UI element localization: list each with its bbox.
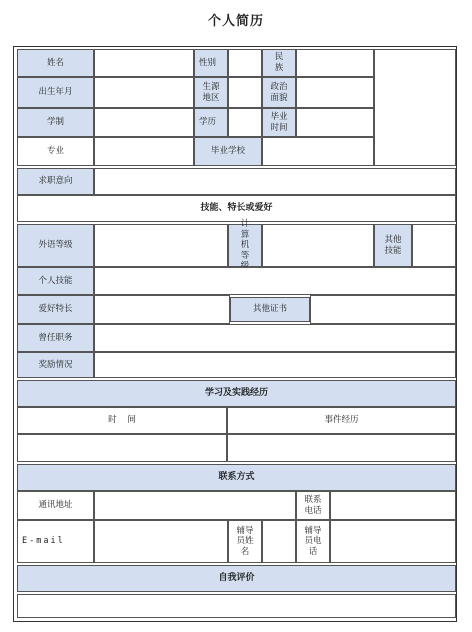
education-system-field[interactable]	[94, 108, 194, 137]
mentor-name-label-text: 辅导员姓名	[236, 525, 254, 557]
graduation-time-label	[262, 108, 296, 137]
page-title: 个人简历	[207, 14, 264, 29]
phone-label	[296, 491, 330, 520]
email-label: E-mail	[17, 520, 94, 563]
degree-label: 学历	[194, 108, 228, 137]
mentor-name-label	[228, 520, 262, 563]
mentor-phone-label-text: 辅导员电话	[304, 525, 322, 557]
job-intent-field[interactable]	[94, 168, 456, 195]
political-label-text: 政治面貌	[270, 81, 288, 103]
computer-level-label-text: 计算机等	[240, 218, 250, 261]
photo-box[interactable]	[374, 49, 456, 166]
self-eval-field[interactable]	[17, 594, 456, 618]
mentor-phone-field[interactable]	[330, 520, 456, 563]
section-skills-header: 技能、特长或爱好	[17, 195, 456, 222]
positions-field[interactable]	[94, 324, 456, 352]
experience-event-header: 事件经历	[227, 407, 456, 434]
education-system-label: 学制	[17, 108, 94, 137]
ethnicity-field[interactable]	[296, 49, 374, 77]
other-skills-label-text: 其他技能	[384, 234, 402, 256]
ethnicity-label-text: 民族	[274, 52, 284, 73]
name-field[interactable]	[94, 49, 194, 77]
school-field[interactable]	[262, 137, 374, 166]
ethnicity-label	[262, 49, 296, 77]
experience-time-header: 时 间	[17, 407, 227, 434]
email-field[interactable]	[94, 520, 228, 563]
mentor-name-field[interactable]	[262, 520, 296, 563]
degree-field[interactable]	[228, 108, 262, 137]
other-skills-label	[374, 224, 412, 267]
job-intent-label: 求职意向	[17, 168, 94, 195]
major-field[interactable]	[94, 137, 194, 166]
address-label: 通讯地址	[17, 491, 94, 520]
school-label: 毕业学校	[194, 137, 262, 166]
address-field[interactable]	[94, 491, 296, 520]
other-certs-label: 其他证书	[230, 297, 310, 322]
foreign-language-field[interactable]	[94, 224, 228, 267]
foreign-language-label: 外语等级	[17, 224, 94, 267]
gender-label: 性别	[194, 49, 228, 77]
birth-label: 出生年月	[17, 77, 94, 108]
awards-field[interactable]	[94, 352, 456, 378]
positions-label: 曾任职务	[17, 324, 94, 352]
awards-label: 奖励情况	[17, 352, 94, 378]
computer-level-field[interactable]	[262, 224, 374, 267]
section-self-eval-header: 自我评价	[17, 565, 456, 592]
political-field[interactable]	[296, 77, 374, 108]
other-skills-field[interactable]	[412, 224, 456, 267]
personal-skills-label: 个人技能	[17, 267, 94, 295]
phone-label-text: 联系电话	[304, 494, 322, 516]
hobbies-label: 爱好特长	[17, 295, 94, 324]
mentor-phone-label	[296, 520, 330, 563]
origin-label	[194, 77, 228, 108]
hobbies-field[interactable]	[94, 295, 230, 324]
section-contact-header: 联系方式	[17, 464, 456, 491]
origin-field[interactable]	[228, 77, 262, 108]
personal-skills-field[interactable]	[94, 267, 456, 295]
graduation-time-label-text: 毕业时间	[270, 111, 288, 133]
origin-label-text: 生源地区	[202, 81, 220, 103]
other-certs-field[interactable]	[310, 295, 456, 324]
experience-event-field[interactable]	[227, 434, 456, 462]
birth-field[interactable]	[94, 77, 194, 108]
political-label	[262, 77, 296, 108]
gender-field[interactable]	[228, 49, 262, 77]
experience-time-field[interactable]	[17, 434, 227, 462]
computer-level-label	[228, 218, 262, 267]
section-experience-header: 学习及实践经历	[17, 380, 456, 407]
phone-field[interactable]	[330, 491, 456, 520]
name-label: 姓名	[17, 49, 94, 77]
graduation-time-field[interactable]	[296, 108, 374, 137]
major-label: 专业	[17, 137, 94, 166]
